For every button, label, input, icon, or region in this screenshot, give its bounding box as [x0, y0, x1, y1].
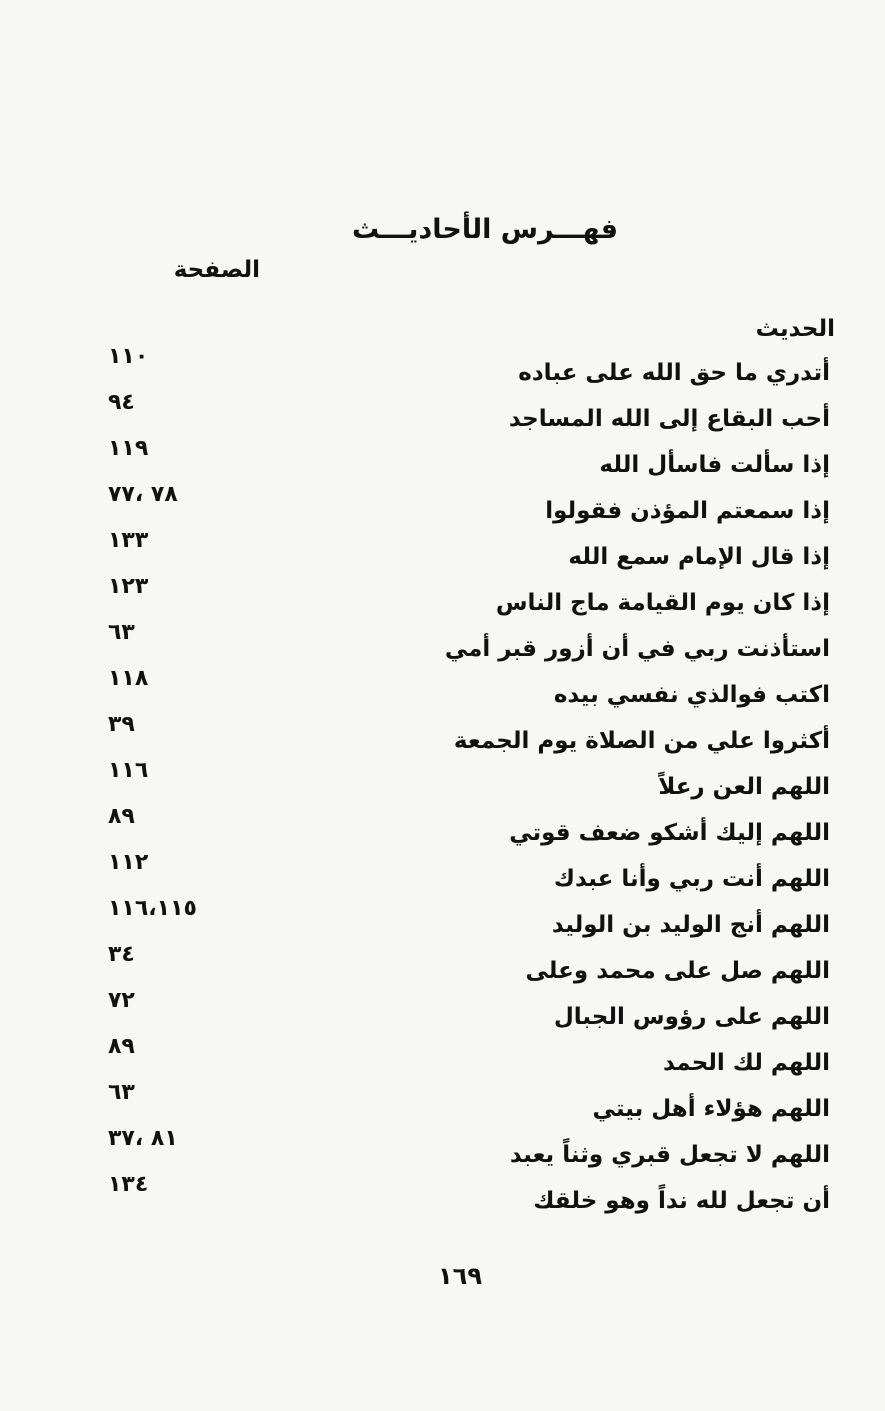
hadith-column-header: الحديث: [755, 316, 835, 342]
page-ref: ٨٩: [108, 804, 135, 829]
hadith-text: أتدري ما حق الله على عباده: [518, 360, 830, 386]
hadith-text: إذا سألت فاسأل الله: [599, 452, 830, 478]
hadith-text: إذا كان يوم القيامة ماج الناس: [495, 590, 830, 616]
index-row: [0, 1172, 885, 1226]
page-ref: ٨١ ،٣٧: [108, 1126, 178, 1151]
hadith-text: اللهم على رؤوس الجبال: [553, 1004, 830, 1030]
page-ref: ١٣٤: [108, 1172, 149, 1197]
page-ref: ١٣٣: [108, 528, 149, 553]
page-ref: ٨٩: [108, 1034, 135, 1059]
page-ref: ٦٣: [108, 620, 135, 645]
page-ref: ٩٤: [108, 390, 135, 415]
hadith-text: إذا قال الإمام سمع الله: [568, 544, 830, 570]
index-title: فهـــرس الأحاديـــث: [351, 214, 619, 245]
hadith-text: اللهم هؤلاء أهل بيتي: [592, 1096, 830, 1122]
hadith-text: إذا سمعتم المؤذن فقولوا: [545, 498, 830, 524]
hadith-text: اللهم لك الحمد: [663, 1050, 830, 1076]
page-ref: ٧٨ ،٧٧: [108, 482, 178, 507]
page-ref: ١١٨: [108, 666, 149, 691]
hadith-text: أكثروا علي من الصلاة يوم الجمعة: [453, 728, 830, 754]
page-ref: ٣٩: [108, 712, 135, 737]
hadith-text: اللهم العن رعلاً: [658, 774, 830, 800]
hadith-text: اللهم أنج الوليد بن الوليد: [551, 912, 830, 938]
hadith-text: اللهم أنت ربي وأنا عبدك: [553, 866, 830, 892]
page-ref: ١١٦،١١٥: [108, 896, 197, 921]
hadith-text: اللهم لا تجعل قبري وثناً يعبد: [509, 1142, 830, 1168]
page-ref: ٦٣: [108, 1080, 135, 1105]
page-ref: ١١٦: [108, 758, 149, 783]
hadith-text: استأذنت ربي في أن أزور قبر أمي: [444, 636, 830, 662]
page-number: ١٦٩: [438, 1262, 482, 1290]
page-ref: ١١٩: [108, 436, 149, 461]
hadith-text: اللهم إليك أشكو ضعف قوتي: [509, 820, 830, 846]
index-list: [0, 344, 885, 1226]
page-ref: ١٢٣: [108, 574, 149, 599]
hadith-text: اكتب فوالذي نفسي بيده: [553, 682, 830, 708]
hadith-text: اللهم صل على محمد وعلى: [525, 958, 830, 984]
page-ref: ١١٠: [108, 344, 149, 369]
hadith-text: أن تجعل لله نداً وهو خلقك: [533, 1188, 830, 1214]
page-ref: ٣٤: [108, 942, 135, 967]
page-ref: ١١٢: [108, 850, 149, 875]
page-column-header: الصفحة: [173, 257, 260, 283]
page-ref: ٧٢: [108, 988, 135, 1013]
hadith-text: أحب البقاع إلى الله المساجد: [508, 406, 830, 432]
